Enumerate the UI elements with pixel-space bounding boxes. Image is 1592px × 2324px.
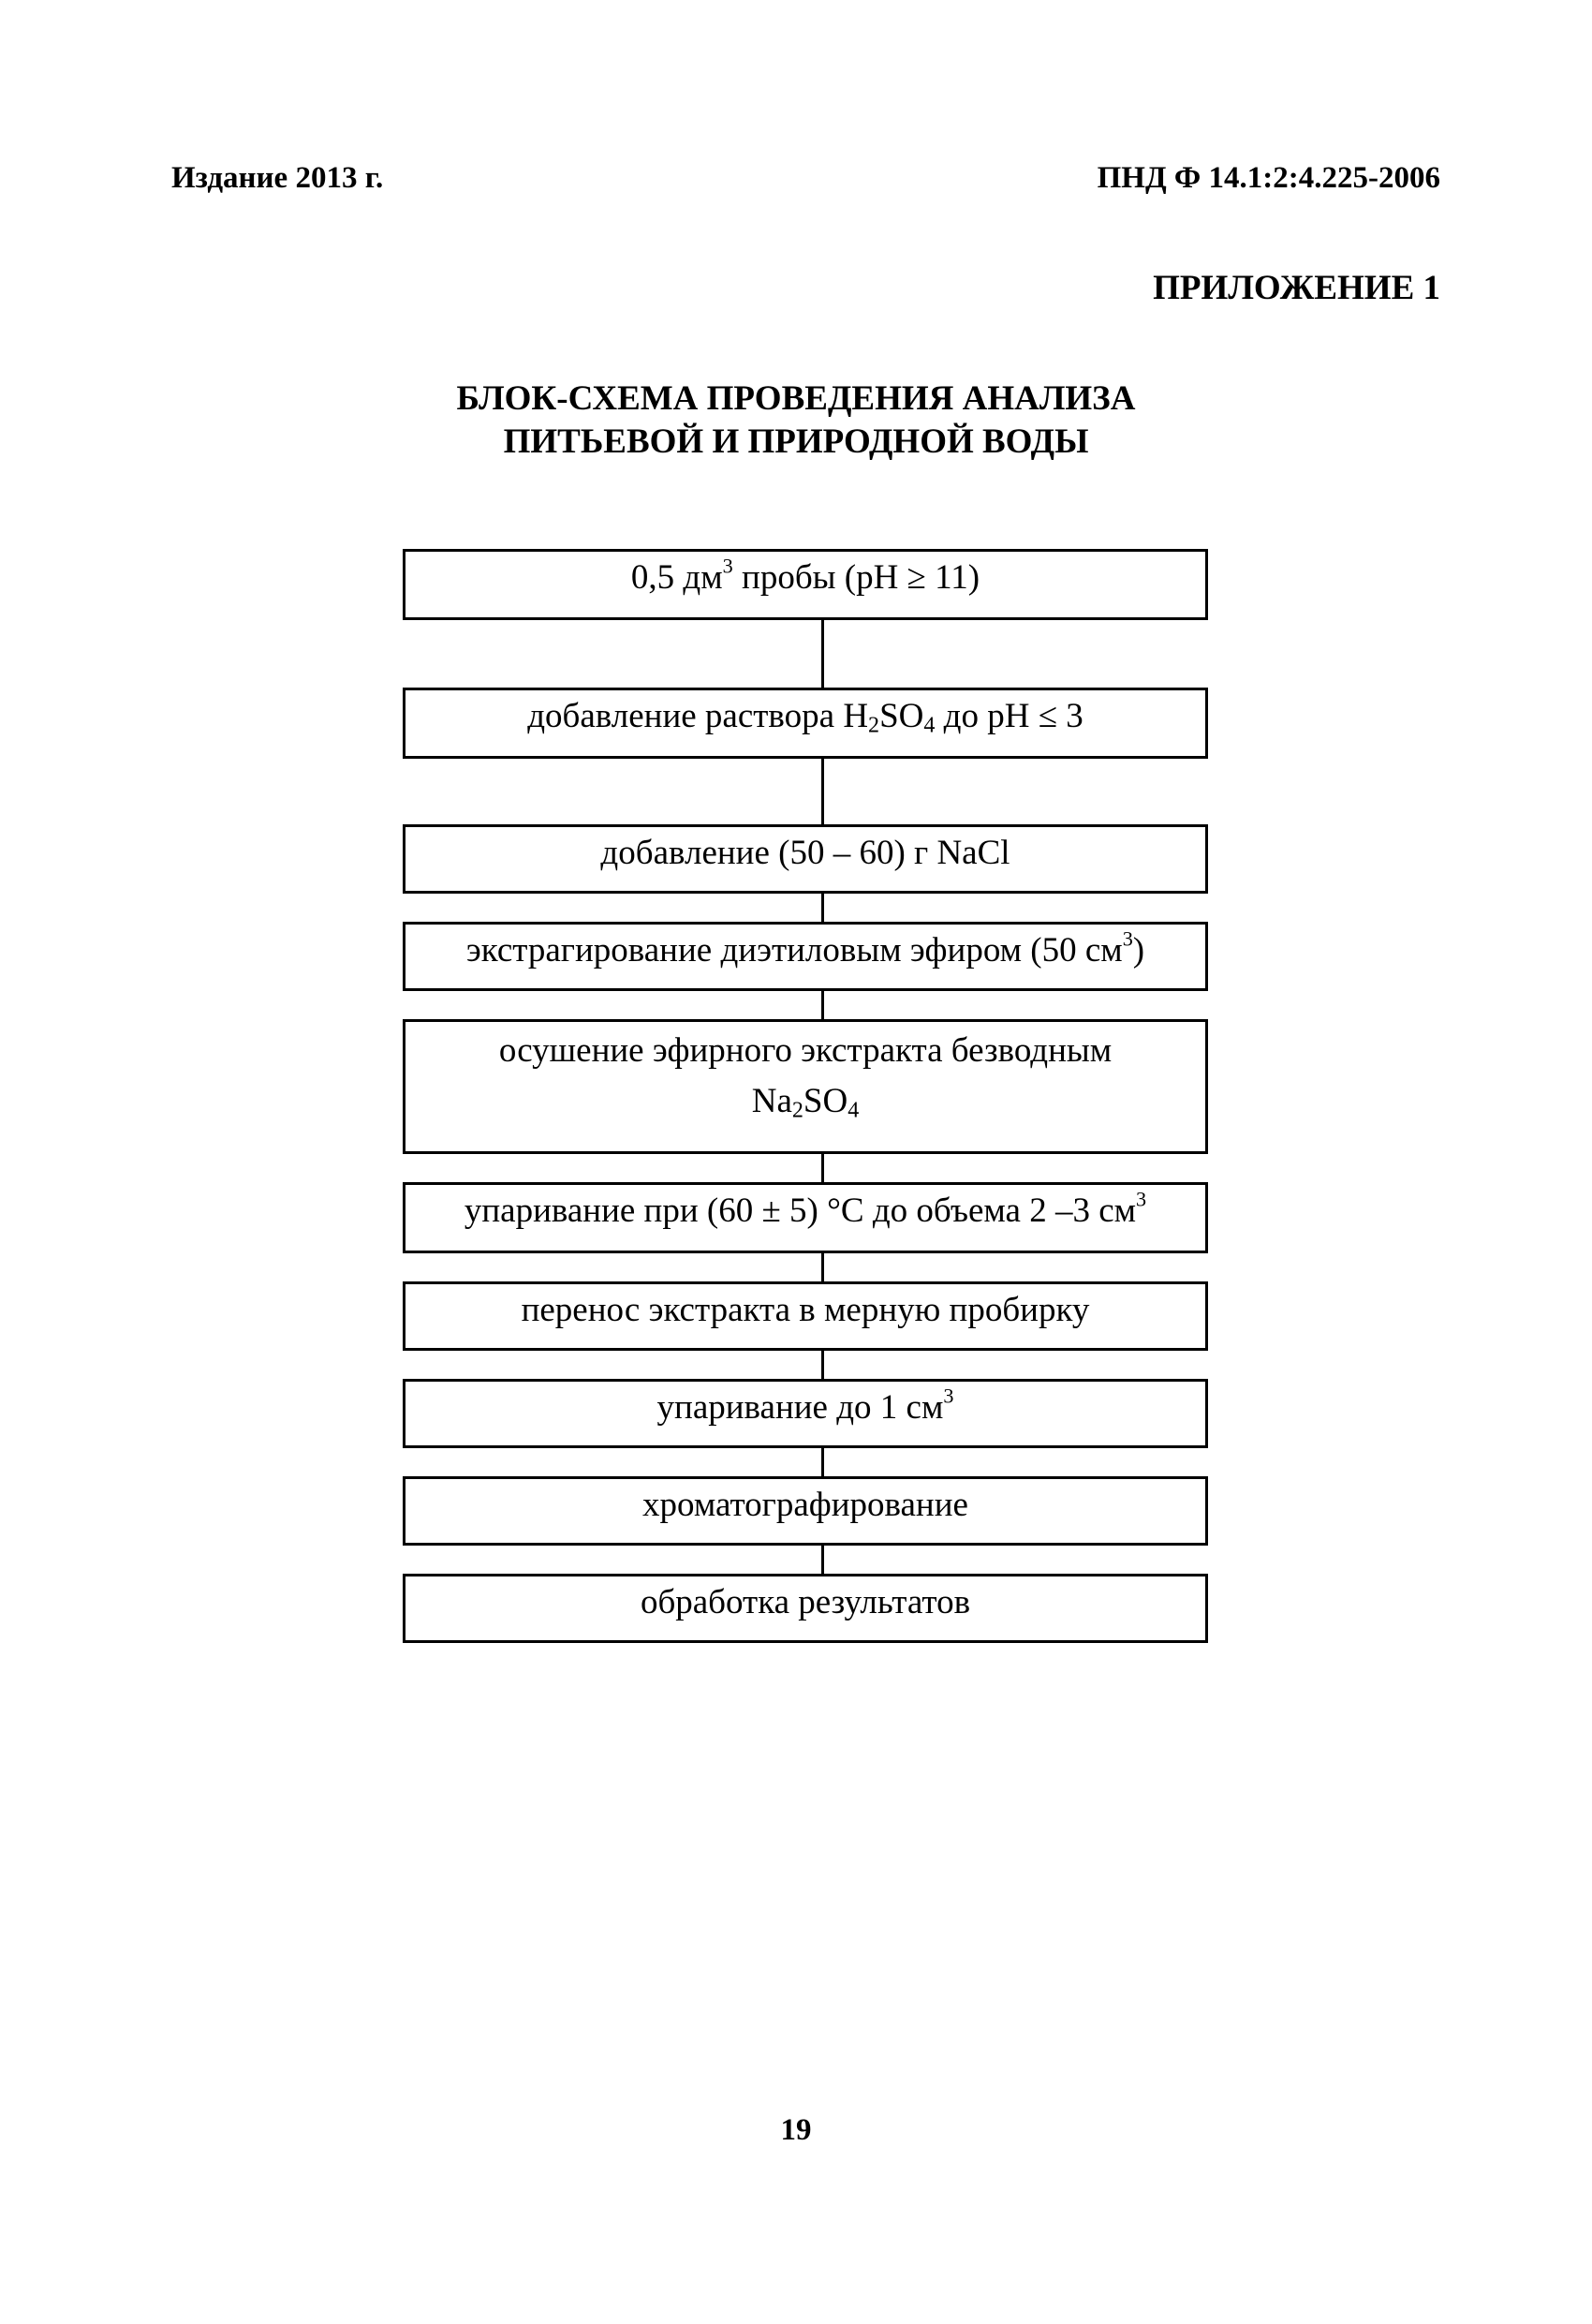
appendix-label: ПРИЛОЖЕНИЕ 1 <box>1153 269 1440 307</box>
step-text: добавление (50 – 60) г NaCl <box>600 834 1010 872</box>
step-text: обработка результатов <box>640 1583 971 1621</box>
title-line-2: ПИТЬЕВОЙ И ПРИРОДНОЙ ВОДЫ <box>503 422 1089 461</box>
flow-connector <box>821 759 824 826</box>
step-text: осушение эфирного экстракта безводным $Na_2SO_4$ <box>498 1031 1113 1123</box>
flow-connector <box>821 1448 824 1478</box>
title-line-1: БЛОК-СХЕМА ПРОВЕДЕНИЯ АНАЛИЗА <box>456 379 1136 418</box>
flow-step-acidify <box>403 688 1208 759</box>
flow-connector <box>821 894 824 924</box>
flow-connector <box>821 1351 824 1381</box>
edition-label: Издание 2013 г. <box>171 161 384 195</box>
flow-step-transfer <box>403 1281 1208 1351</box>
step-text: экстрагирование диэтиловым эфиром (50 $см^3$) <box>465 926 1145 970</box>
page-title <box>0 377 1592 464</box>
step-text: добавление раствора $H_2SO_4$ до pH ≤ 3 <box>527 697 1083 738</box>
flow-step-extraction <box>403 922 1208 991</box>
step-text-line-2: $Na_2SO_4$ <box>751 1082 860 1123</box>
flow-connector <box>821 991 824 1021</box>
flow-step-evaporation <box>403 1182 1208 1253</box>
flow-step-sample <box>403 549 1208 620</box>
step-text: перенос экстракта в мерную пробирку <box>521 1291 1090 1329</box>
flow-connector <box>821 1546 824 1576</box>
step-text: упаривание до 1 $см^3$ <box>656 1384 954 1427</box>
document-number: ПНД Ф 14.1:2:4.225-2006 <box>1097 161 1440 195</box>
flow-step-chromatography <box>403 1476 1208 1546</box>
step-text: хроматографирование <box>642 1486 968 1524</box>
flow-step-results <box>403 1574 1208 1643</box>
flow-connector <box>821 1253 824 1283</box>
flow-connector <box>821 1154 824 1184</box>
step-text: 0,5 $дм^3$ пробы (pH ≥ 11) <box>630 554 980 597</box>
flow-step-concentrate <box>403 1379 1208 1448</box>
flow-step-drying <box>403 1019 1208 1154</box>
page-number: 19 <box>780 2113 812 2147</box>
step-text: упаривание при (60 ± 5) °С до объема 2 –3 $см^3$ <box>464 1187 1147 1230</box>
flow-step-nacl <box>403 824 1208 894</box>
flow-connector <box>821 620 824 689</box>
